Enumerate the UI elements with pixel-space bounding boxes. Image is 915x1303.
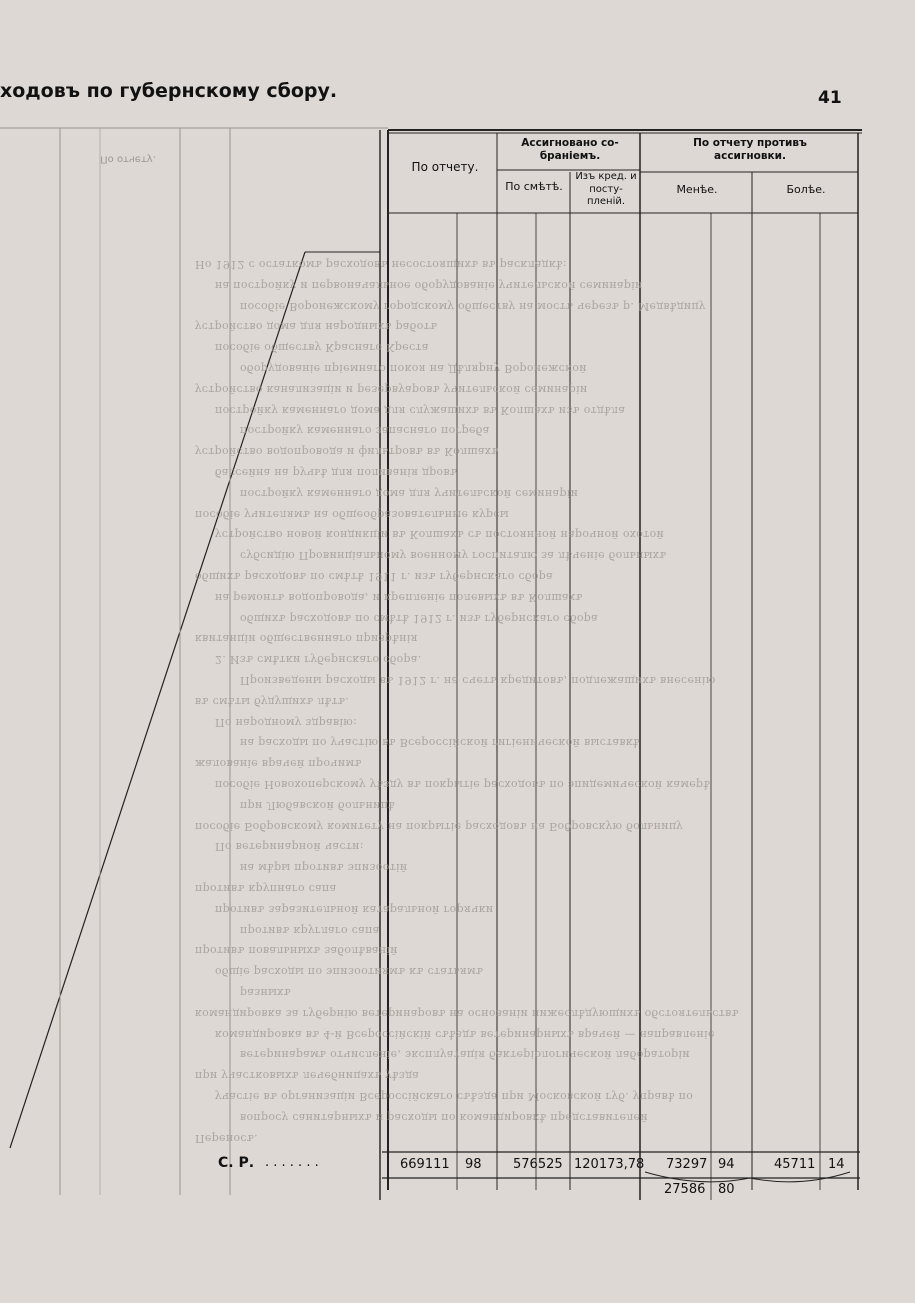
ghost-line: устройство новой кондикціи въ Колшахъ съ постоянной нарочной охотой xyxy=(215,528,665,542)
ghost-line: устройство канализаціи и резервуаровъ учительской семинаріи xyxy=(195,382,588,396)
total-po-otchetu: 669111 xyxy=(400,1157,450,1172)
ghost-line: пособіе обществу Краснаго Креста xyxy=(215,341,429,355)
ghost-line: противъ заразительной катаральной горячки xyxy=(215,902,494,916)
total-po-otchetu-kop: 98 xyxy=(465,1157,482,1172)
ghost-line: По ветеринарной части: xyxy=(215,840,364,854)
ghost-line: на мѣры противъ эпизоотій xyxy=(240,861,408,875)
ghost-line: постройку каменнаго дома для учительской семинаріи xyxy=(240,486,579,500)
total-po-smete: 576525 xyxy=(513,1157,563,1172)
ghost-line: командировка за губернію ветеринаровъ на основаніи нижеслѣдующихъ обстоятельствъ xyxy=(195,1006,739,1020)
ghost-line: командировка въ 4-й Всероссійскій съѣздъ ветеринарныхъ врачей — направленіе xyxy=(215,1027,715,1041)
ghost-line: Произведены расходы въ 1912 г. на счетъ кредитовъ, подлежащихъ внесенію xyxy=(240,674,716,687)
ghost-line: квитанціи общественнаго призрѣнія xyxy=(195,632,418,646)
ghost-line: Но 1912 с остаткомъ расходовъ несостоящихъ въ раскладкѣ: xyxy=(195,258,567,271)
header-assignovano: Ассигновано со-браніемъ. xyxy=(521,137,619,163)
ghost-line: на расходы по участію въ Всероссійской гигіенической выставкѣ xyxy=(240,736,640,750)
header-iz-kred: Изъ кред. и посту-пленій. xyxy=(575,171,637,207)
ghost-line: общихъ расходовъ по смѣтѣ 1912 г. изъ губернскаго сбора xyxy=(240,611,598,625)
page-number: 41 xyxy=(818,88,842,108)
ghost-line: на постройку и первоначальное оборудованіе учительской семинаріи xyxy=(215,278,643,292)
total-label: С. Р. xyxy=(218,1155,255,1171)
total-iz-kred: 120173,78 xyxy=(574,1157,645,1172)
header-menee: Менѣе. xyxy=(676,183,718,196)
ghost-line: Переносъ. xyxy=(195,1131,258,1145)
ghost-line: общихъ расходовъ по смѣтѣ 1911 г. изъ губернскаго сбора xyxy=(195,570,553,583)
ghost-line: пособіе Новохоперскому уѣзду въ покрытіе расходовъ по эпидемической камерѣ xyxy=(215,778,711,791)
ghost-header-po-otchetu: По отчету. xyxy=(100,153,156,165)
ghost-line: противъ повальныхъ заболѣваній xyxy=(195,944,398,958)
ghost-line: при участковыхъ лечебницахъ уѣзда xyxy=(195,1069,420,1083)
total-difference: 27586 xyxy=(664,1182,706,1197)
ghost-line: при Любавской больницѣ xyxy=(240,798,396,812)
ghost-line: вопросу санитарныхъ и расходы по командировкѣ представителей xyxy=(240,1110,648,1124)
ghost-line: 2. Изъ смѣтки губернскаго сбора. xyxy=(215,653,422,667)
ghost-line: въ смѣты будущихъ лѣтъ. xyxy=(195,694,350,708)
ghost-line: жалованіе врачей прочимъ xyxy=(195,757,362,771)
header-po-smete: По смѣтѣ. xyxy=(505,180,563,193)
ghost-line: постройку каменнаго запаснаго погреба xyxy=(240,424,490,438)
total-difference-kop: 80 xyxy=(718,1182,735,1197)
total-menee-kop: 94 xyxy=(718,1157,735,1172)
ghost-line: пособіе Бобровскому комитету на покрытіе расходовъ на Бобровскую больницу xyxy=(195,819,684,833)
header-bolee: Болѣе. xyxy=(786,183,826,196)
ghost-line: ветеринарамъ отчисленіе, эксплуатація бактеріологической лабораторіи xyxy=(240,1048,690,1062)
ghost-line: на ремонтъ водопровода, и крепленіе полевыхъ въ Колшахъ xyxy=(215,590,583,604)
ghost-line: пособіе учителямъ на общеобразовательные курсы xyxy=(195,507,509,521)
total-menee: 73297 xyxy=(666,1157,708,1172)
total-bolee-kop: 14 xyxy=(828,1157,845,1172)
ghost-line: участіе въ организаціи Всероссійскаго съѣзда при Московской губ. управѣ по xyxy=(215,1090,694,1103)
total-bolee: 45711 xyxy=(774,1157,816,1172)
ghost-line: По народному здравію: xyxy=(215,715,358,729)
ghost-line: оборудованіе пріемнаго покоя на Дѣлярну Воронежской xyxy=(240,362,587,375)
ghost-line: устройство дома для народныхъ работъ xyxy=(195,320,438,334)
total-leader: . . . . . . . xyxy=(265,1155,319,1170)
ghost-line: противъ круглаго сапа xyxy=(240,923,380,937)
ghost-line: противъ крупнаго сапа xyxy=(195,882,337,895)
ghost-line: общіе расходы по эпизоотиямъ къ статьямъ xyxy=(215,965,484,979)
ghost-line: бассейна на ручьѣ для поливанія дровъ xyxy=(215,466,458,479)
ghost-line: разныхъ xyxy=(240,986,291,999)
ghost-line: субсидію Провинціальному военному госпиталю за лѣченіе больныхъ xyxy=(240,549,667,563)
page-title: ходовъ по губернскому сбору. xyxy=(0,80,338,102)
ghost-line: постройку каменнаго дома для служащихъ въ Колшахъ изъ отдѣла xyxy=(215,403,626,417)
ghost-line: устройство водопровода и фильтровъ въ Колшахъ xyxy=(195,445,499,459)
ghost-line: пособіе Воронежскому городскому обществу на мостъ черезъ р. Медвѣдицу xyxy=(240,299,706,313)
header-po-otchetu: По отчету. xyxy=(411,160,479,174)
header-protiv-assign: По отчету противъ ассигновки. xyxy=(693,137,807,163)
